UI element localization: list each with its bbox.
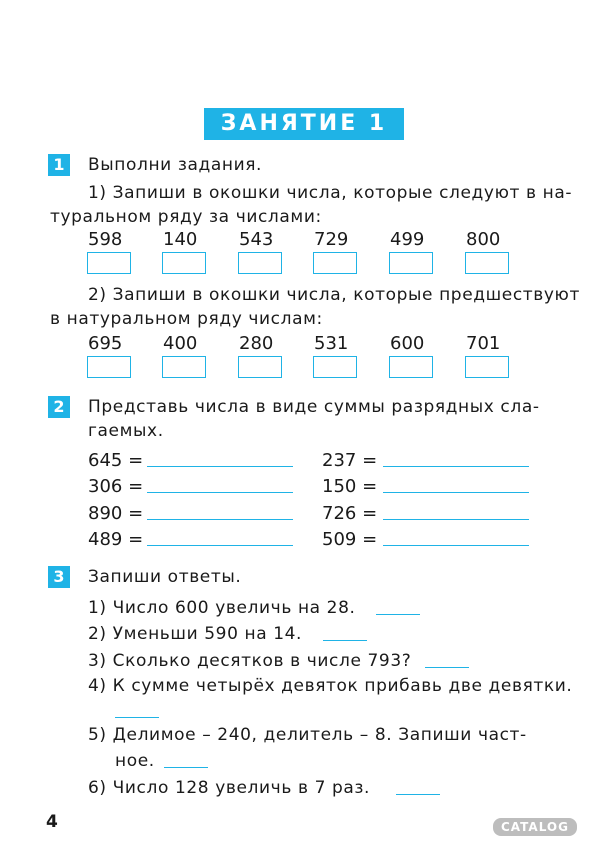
task-3-item-3: 3) Сколько десятков в числе 793? — [88, 651, 412, 671]
answer-line[interactable] — [396, 794, 440, 795]
answer-box[interactable] — [389, 252, 433, 274]
answer-box[interactable] — [87, 356, 131, 378]
task-1-number-600: 600 — [390, 333, 425, 354]
task-2-text-cont: гаемых. — [88, 421, 164, 441]
answer-box[interactable] — [313, 252, 357, 274]
sum-equation: 237 = — [322, 450, 378, 471]
task-1-number-531: 531 — [314, 333, 349, 354]
answer-box[interactable] — [465, 252, 509, 274]
task-1-part2-text-cont: в натуральном ряду числам: — [50, 309, 323, 329]
task-1-number-729: 729 — [314, 229, 349, 250]
answer-line[interactable] — [147, 492, 293, 493]
answer-line[interactable] — [383, 545, 529, 546]
answer-box[interactable] — [87, 252, 131, 274]
task-3-item-1: 1) Число 600 увеличь на 28. — [88, 598, 356, 618]
task-1-number-400: 400 — [163, 333, 198, 354]
task-1-number: 1 — [48, 154, 70, 176]
task-1-number-543: 543 — [239, 229, 274, 250]
answer-line[interactable] — [115, 717, 159, 718]
catalog-logo: CATALOG — [493, 818, 577, 836]
answer-line[interactable] — [147, 466, 293, 467]
answer-box[interactable] — [162, 252, 206, 274]
task-3-item-2: 2) Уменьши 590 на 14. — [88, 624, 303, 644]
answer-line[interactable] — [323, 640, 367, 641]
answer-line[interactable] — [383, 492, 529, 493]
answer-box[interactable] — [238, 356, 282, 378]
answer-line[interactable] — [383, 519, 529, 520]
sum-equation: 645 = — [88, 450, 144, 471]
answer-line[interactable] — [147, 519, 293, 520]
task-3-item-4: 4) К сумме четырёх девяток прибавь две девятки. — [88, 676, 573, 696]
answer-box[interactable] — [465, 356, 509, 378]
lesson-title: ЗАНЯТИЕ 1 — [204, 108, 404, 140]
sum-equation: 726 = — [322, 503, 378, 524]
task-3-heading: Запиши ответы. — [88, 567, 242, 587]
task-1-number-280: 280 — [239, 333, 274, 354]
task-3-number: 3 — [48, 566, 70, 588]
task-3-item-5: 5) Делимое – 240, делитель – 8. Запиши част- — [88, 725, 527, 745]
task-1-number-499: 499 — [390, 229, 425, 250]
task-1-number-800: 800 — [466, 229, 501, 250]
task-2-text: Представь числа в виде суммы разрядных сла- — [88, 397, 540, 417]
task-1-number-598: 598 — [88, 229, 123, 250]
page-number: 4 — [46, 812, 58, 832]
answer-line[interactable] — [164, 767, 208, 768]
answer-line[interactable] — [383, 466, 529, 467]
answer-box[interactable] — [313, 356, 357, 378]
answer-line[interactable] — [376, 614, 420, 615]
task-1-number-695: 695 — [88, 333, 123, 354]
sum-equation: 890 = — [88, 503, 144, 524]
task-1-part2-text: 2) Запиши в окошки числа, которые предшествуют — [88, 285, 580, 305]
answer-box[interactable] — [389, 356, 433, 378]
sum-equation: 306 = — [88, 476, 144, 497]
task-1-part1-text: 1) Запиши в окошки числа, которые следуют в на- — [88, 183, 573, 203]
sum-equation: 509 = — [322, 529, 378, 550]
task-3-item-5-cont: ное. — [115, 751, 155, 771]
task-1-heading: Выполни задания. — [88, 155, 263, 175]
task-1-part1-text-cont: туральном ряду за числами: — [50, 207, 322, 227]
sum-equation: 489 = — [88, 529, 144, 550]
answer-box[interactable] — [238, 252, 282, 274]
task-1-number-701: 701 — [466, 333, 501, 354]
task-3-item-6: 6) Число 128 увеличь в 7 раз. — [88, 778, 371, 798]
sum-equation: 150 = — [322, 476, 378, 497]
task-1-number-140: 140 — [163, 229, 198, 250]
answer-line[interactable] — [425, 667, 469, 668]
answer-box[interactable] — [162, 356, 206, 378]
task-2-number: 2 — [48, 396, 70, 418]
answer-line[interactable] — [147, 545, 293, 546]
